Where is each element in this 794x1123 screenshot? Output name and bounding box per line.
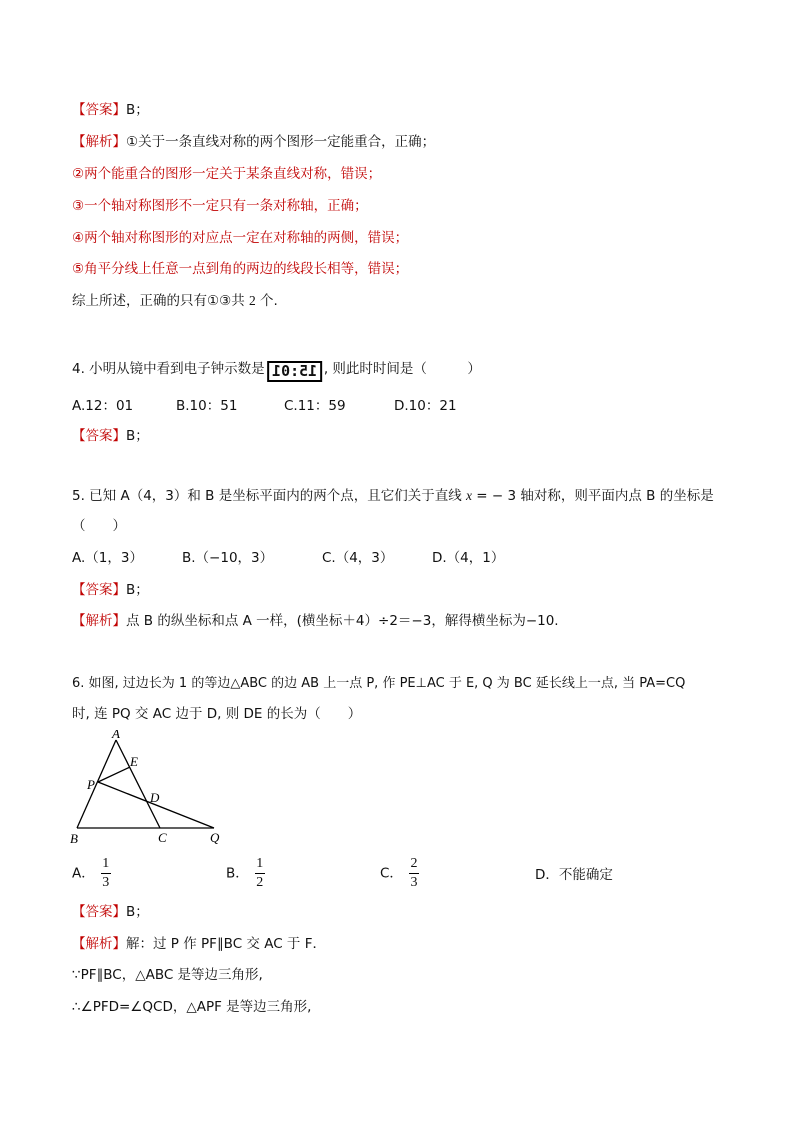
question-5-text-cont: = − 3 轴对称，则平面内点 B 的坐标是 — [472, 488, 714, 504]
analysis-item: ⑤角平分线上任意一点到角的两边的线段长相等，错误； — [72, 261, 409, 277]
denominator: 3 — [410, 875, 418, 890]
option-d: D.（4，1） — [432, 550, 505, 566]
answer-tag: 【答案】 — [72, 428, 126, 444]
label-b: B — [70, 831, 78, 846]
question-5-stem-end: （ ） — [72, 518, 126, 534]
analysis-text: 解：过 P 作 PF∥BC 交 AC 于 F． — [126, 936, 326, 952]
summary-number: 2 — [249, 293, 256, 308]
analysis-line-q5 — [72, 611, 559, 631]
answer-tag: 【答案】 — [72, 582, 126, 598]
option-b-label: B． — [226, 865, 249, 882]
option-a-label: A． — [72, 865, 95, 882]
analysis-item: ③一个轴对称图形不一定只有一条对称轴，正确； — [72, 198, 368, 214]
fraction-bar — [101, 873, 111, 874]
answer-line-q6 — [72, 902, 149, 922]
option-c: C.（4，3） — [322, 550, 394, 566]
answer-line-q5 — [72, 580, 149, 600]
answer-value: B； — [126, 904, 149, 920]
analysis-line-q6 — [72, 934, 326, 954]
question-4-text-end: , 则此时时间是（ ） — [323, 361, 481, 377]
segment-ab — [77, 740, 116, 828]
analysis-tag: 【解析】 — [72, 613, 126, 629]
variable-x: x — [466, 488, 473, 503]
analysis-tag: 【解析】 — [72, 134, 126, 150]
option-a — [72, 856, 111, 891]
answer-value: B； — [126, 102, 149, 118]
option-b — [226, 856, 265, 891]
question-4-text: 4. 小明从镜中看到电子钟示数是 — [72, 361, 265, 377]
option-b: B.10：51 — [176, 398, 238, 414]
label-q: Q — [210, 830, 220, 845]
option-d: D．不能确定 — [535, 867, 613, 883]
answer-line-q3 — [72, 100, 149, 120]
option-d: D.10：21 — [394, 398, 457, 414]
option-c-label: C． — [380, 865, 403, 882]
label-e: E — [130, 754, 138, 769]
denominator: 2 — [256, 875, 264, 890]
question-4-stem — [72, 359, 481, 382]
answer-value: B； — [126, 428, 149, 444]
answer-value: B； — [126, 582, 149, 598]
option-a: A.（1，3） — [72, 550, 143, 566]
analysis-item: ②两个能重合的图形一定关于某条直线对称，错误； — [72, 166, 382, 182]
triangle-figure — [68, 730, 238, 850]
analysis-text: ①关于一条直线对称的两个图形一定能重合，正确； — [126, 134, 436, 150]
numerator: 1 — [102, 856, 110, 871]
answer-tag: 【答案】 — [72, 904, 126, 920]
analysis-item: ④两个轴对称图形的对应点一定在对称轴的两侧，错误； — [72, 230, 409, 246]
fraction-bar — [255, 873, 265, 874]
analysis-line-q3 — [72, 132, 435, 152]
numerator: 2 — [410, 856, 418, 871]
label-d: D — [150, 790, 160, 805]
option-a: A.12：01 — [72, 398, 134, 414]
segment-ac — [116, 740, 160, 828]
fraction-bar — [409, 873, 419, 874]
fraction-b — [255, 856, 265, 891]
denominator: 3 — [102, 875, 110, 890]
numerator: 1 — [256, 856, 264, 871]
analysis-text: 点 B 的纵坐标和点 A 一样，(横坐标＋4）÷2＝−3，解得横坐标为−10. — [126, 613, 559, 629]
label-c: C — [158, 830, 167, 845]
mirrored-clock-display: 15:01 — [267, 361, 322, 382]
summary-line — [72, 291, 278, 311]
label-a: A — [112, 730, 120, 741]
summary-text: 综上所述，正确的只有①③共 — [72, 293, 249, 309]
option-c: C.11：59 — [284, 398, 346, 414]
summary-text-end: 个. — [255, 293, 278, 309]
answer-tag: 【答案】 — [72, 102, 126, 118]
option-c — [380, 856, 419, 891]
question-6-stem-end: 时, 连 PQ 交 AC 边于 D, 则 DE 的长为（ ） — [72, 706, 362, 722]
question-5-text: 5. 已知 A（4，3）和 B 是坐标平面内的两个点，且它们关于直线 — [72, 488, 467, 504]
analysis-step: ∵PF∥BC，△ABC 是等边三角形, — [72, 967, 263, 983]
fraction-a — [101, 856, 111, 891]
option-b: B.（−10，3） — [182, 550, 274, 566]
question-5-stem — [72, 486, 714, 506]
analysis-step: ∴∠PFD=∠QCD，△APF 是等边三角形, — [72, 999, 312, 1015]
answer-line-q4 — [72, 426, 149, 446]
fraction-c — [409, 856, 419, 891]
analysis-tag: 【解析】 — [72, 936, 126, 952]
label-p: P — [87, 777, 95, 792]
question-6-stem: 6. 如图, 过边长为 1 的等边△ABC 的边 AB 上一点 P, 作 PE⊥AC 于 E, Q 为 BC 延长线上一点, 当 PA=CQ — [72, 676, 686, 691]
